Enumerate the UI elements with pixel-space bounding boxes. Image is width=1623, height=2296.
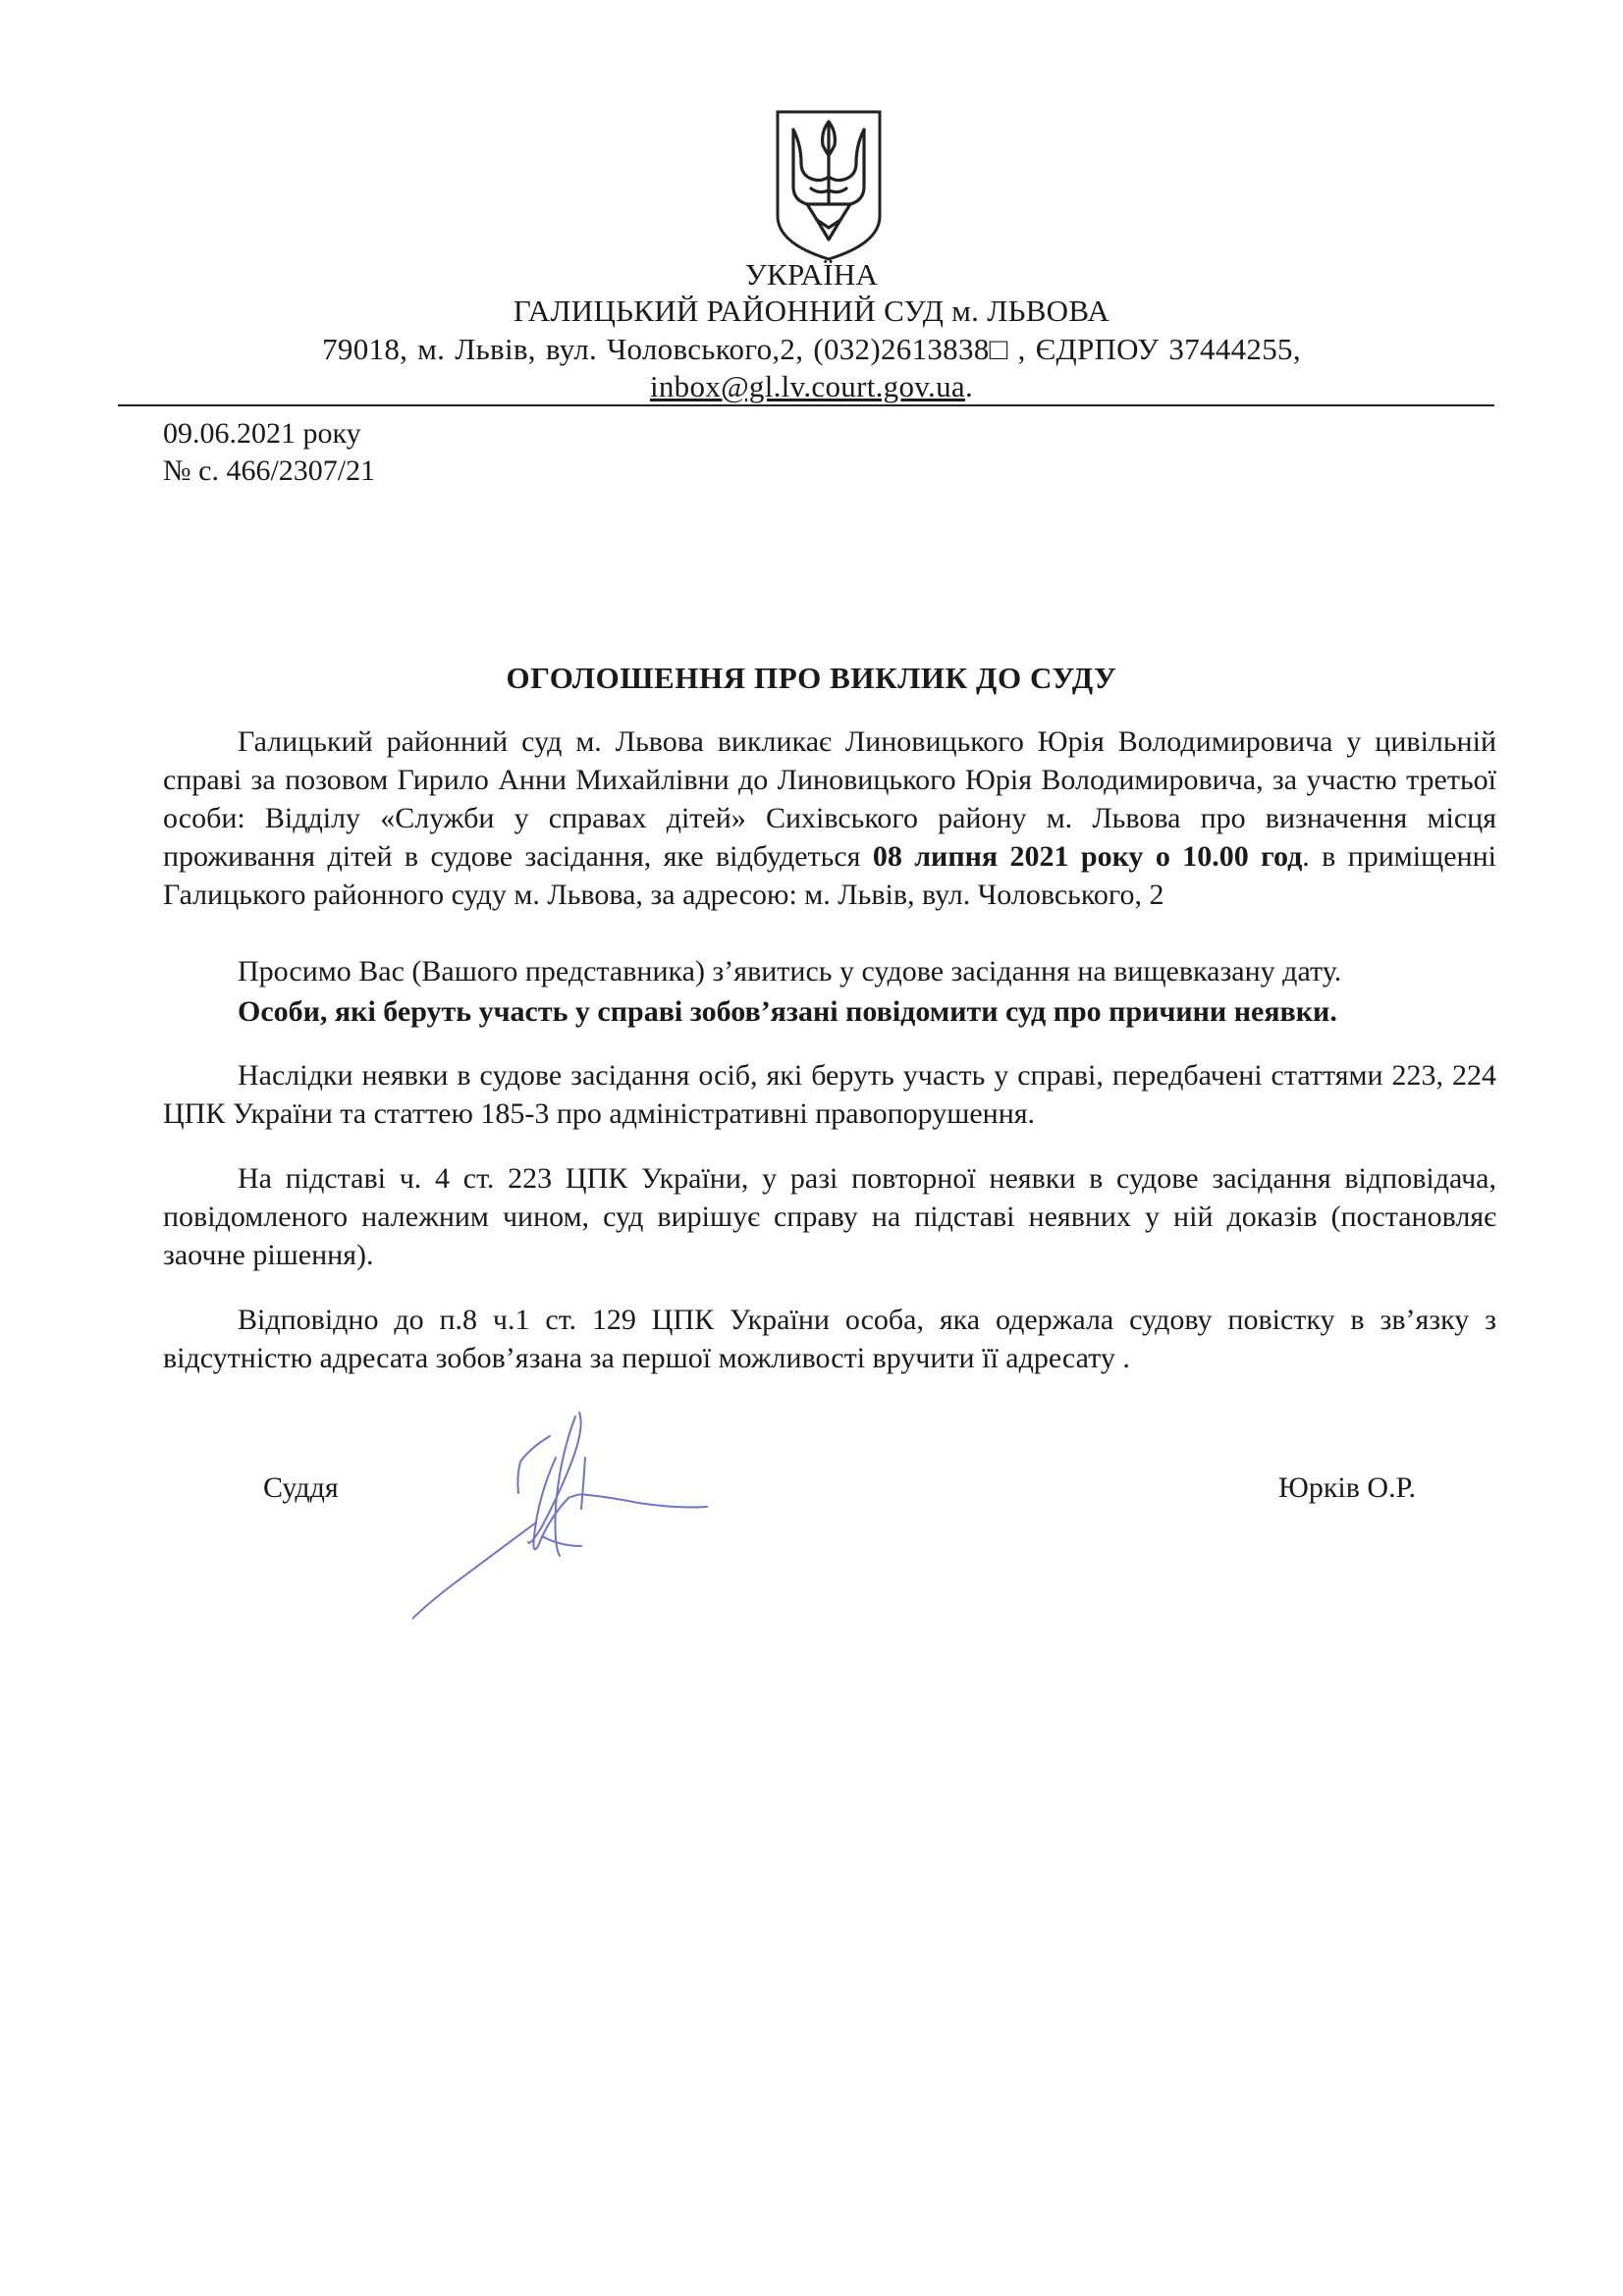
header-country: УКРАЇНА [744, 257, 879, 292]
paragraph-obligation-text: Особи, які беруть участь у справі зобов’язані повідомити суд про причини неявки. [238, 995, 1337, 1028]
document-title: ОГОЛОШЕННЯ ПРО ВИКЛИК ДО СУДУ [506, 661, 1117, 695]
paragraph-consequences-text: Наслідки неявки в судове засідання осіб, які беруть участь у справі, передбачені статтями 223, 224 ЦПК України та статтею 185-3 про адміністративні правопорушення. [163, 1059, 1496, 1130]
header-email-line [0, 369, 1623, 404]
paragraph-consequences [163, 1056, 1496, 1133]
paragraph-default-judgment-text: На підставі ч. 4 ст. 223 ЦПК України, у разі повторної неявки в судове засідання відповідача, повідомленого належним чином, суд вирішує справу на підставі неявних у ній доказів (постановляє заочне рішення). [163, 1162, 1496, 1271]
paragraph-summons-text: Галицький районний суд м. Львова викликає Линовицького Юрія Володимировича у цивільній справі за позовом Гирило Анни Михайлівни до Линовицького Юрія Володимировича, за участю третьої особи: Відділу «Служби у справах дітей» Сихівського району м. Львова про визначення місця проживання дітей в судове засідання, яке відбудеться [163, 725, 1496, 873]
header-email-suffix: . [964, 369, 974, 403]
handwritten-signature [412, 1399, 746, 1634]
paragraph-delivery [163, 1301, 1496, 1377]
paragraph-summons-tail: . в приміщенні Галицького районного суду м. Львова, за адресою: м. Львів, вул. Чоловського, 2 [163, 840, 1496, 911]
hearing-datetime: 08 липня 2021 року о 10.00 год [872, 840, 1303, 873]
paragraph-delivery-text: Відповідно до п.8 ч.1 ст. 129 ЦПК України особа, яка одержала судову повістку в зв’язку з відсутністю адресата зобов’язана за першої можливості вручити її адресату . [163, 1304, 1496, 1374]
trident-coat-of-arms-icon [772, 106, 886, 263]
header-court-name: ГАЛИЦЬКИЙ РАЙОННИЙ СУД м. ЛЬВОВА [513, 294, 1110, 328]
paragraph-summons [163, 722, 1496, 914]
paragraph-request-text: Просимо Вас (Вашого представника) з’явитись у судове засідання на вищевказану дату. [238, 955, 1342, 988]
judge-name: Юрків О.Р. [1278, 1471, 1417, 1504]
paragraph-request [163, 952, 1496, 990]
document-date: 09.06.2021 року [163, 417, 361, 450]
judge-label: Суддя [263, 1471, 339, 1504]
case-number: № с. 466/2307/21 [163, 454, 376, 487]
header-email-link[interactable]: inbox@gl.lv.court.gov.ua [649, 369, 965, 403]
header-divider [118, 404, 1494, 406]
paragraph-obligation [163, 992, 1496, 1031]
header-address: 79018, м. Львів, вул. Чоловського,2, (032)2613838□ , ЄДРПОУ 37444255, [322, 332, 1301, 366]
paragraph-default-judgment [163, 1159, 1496, 1274]
